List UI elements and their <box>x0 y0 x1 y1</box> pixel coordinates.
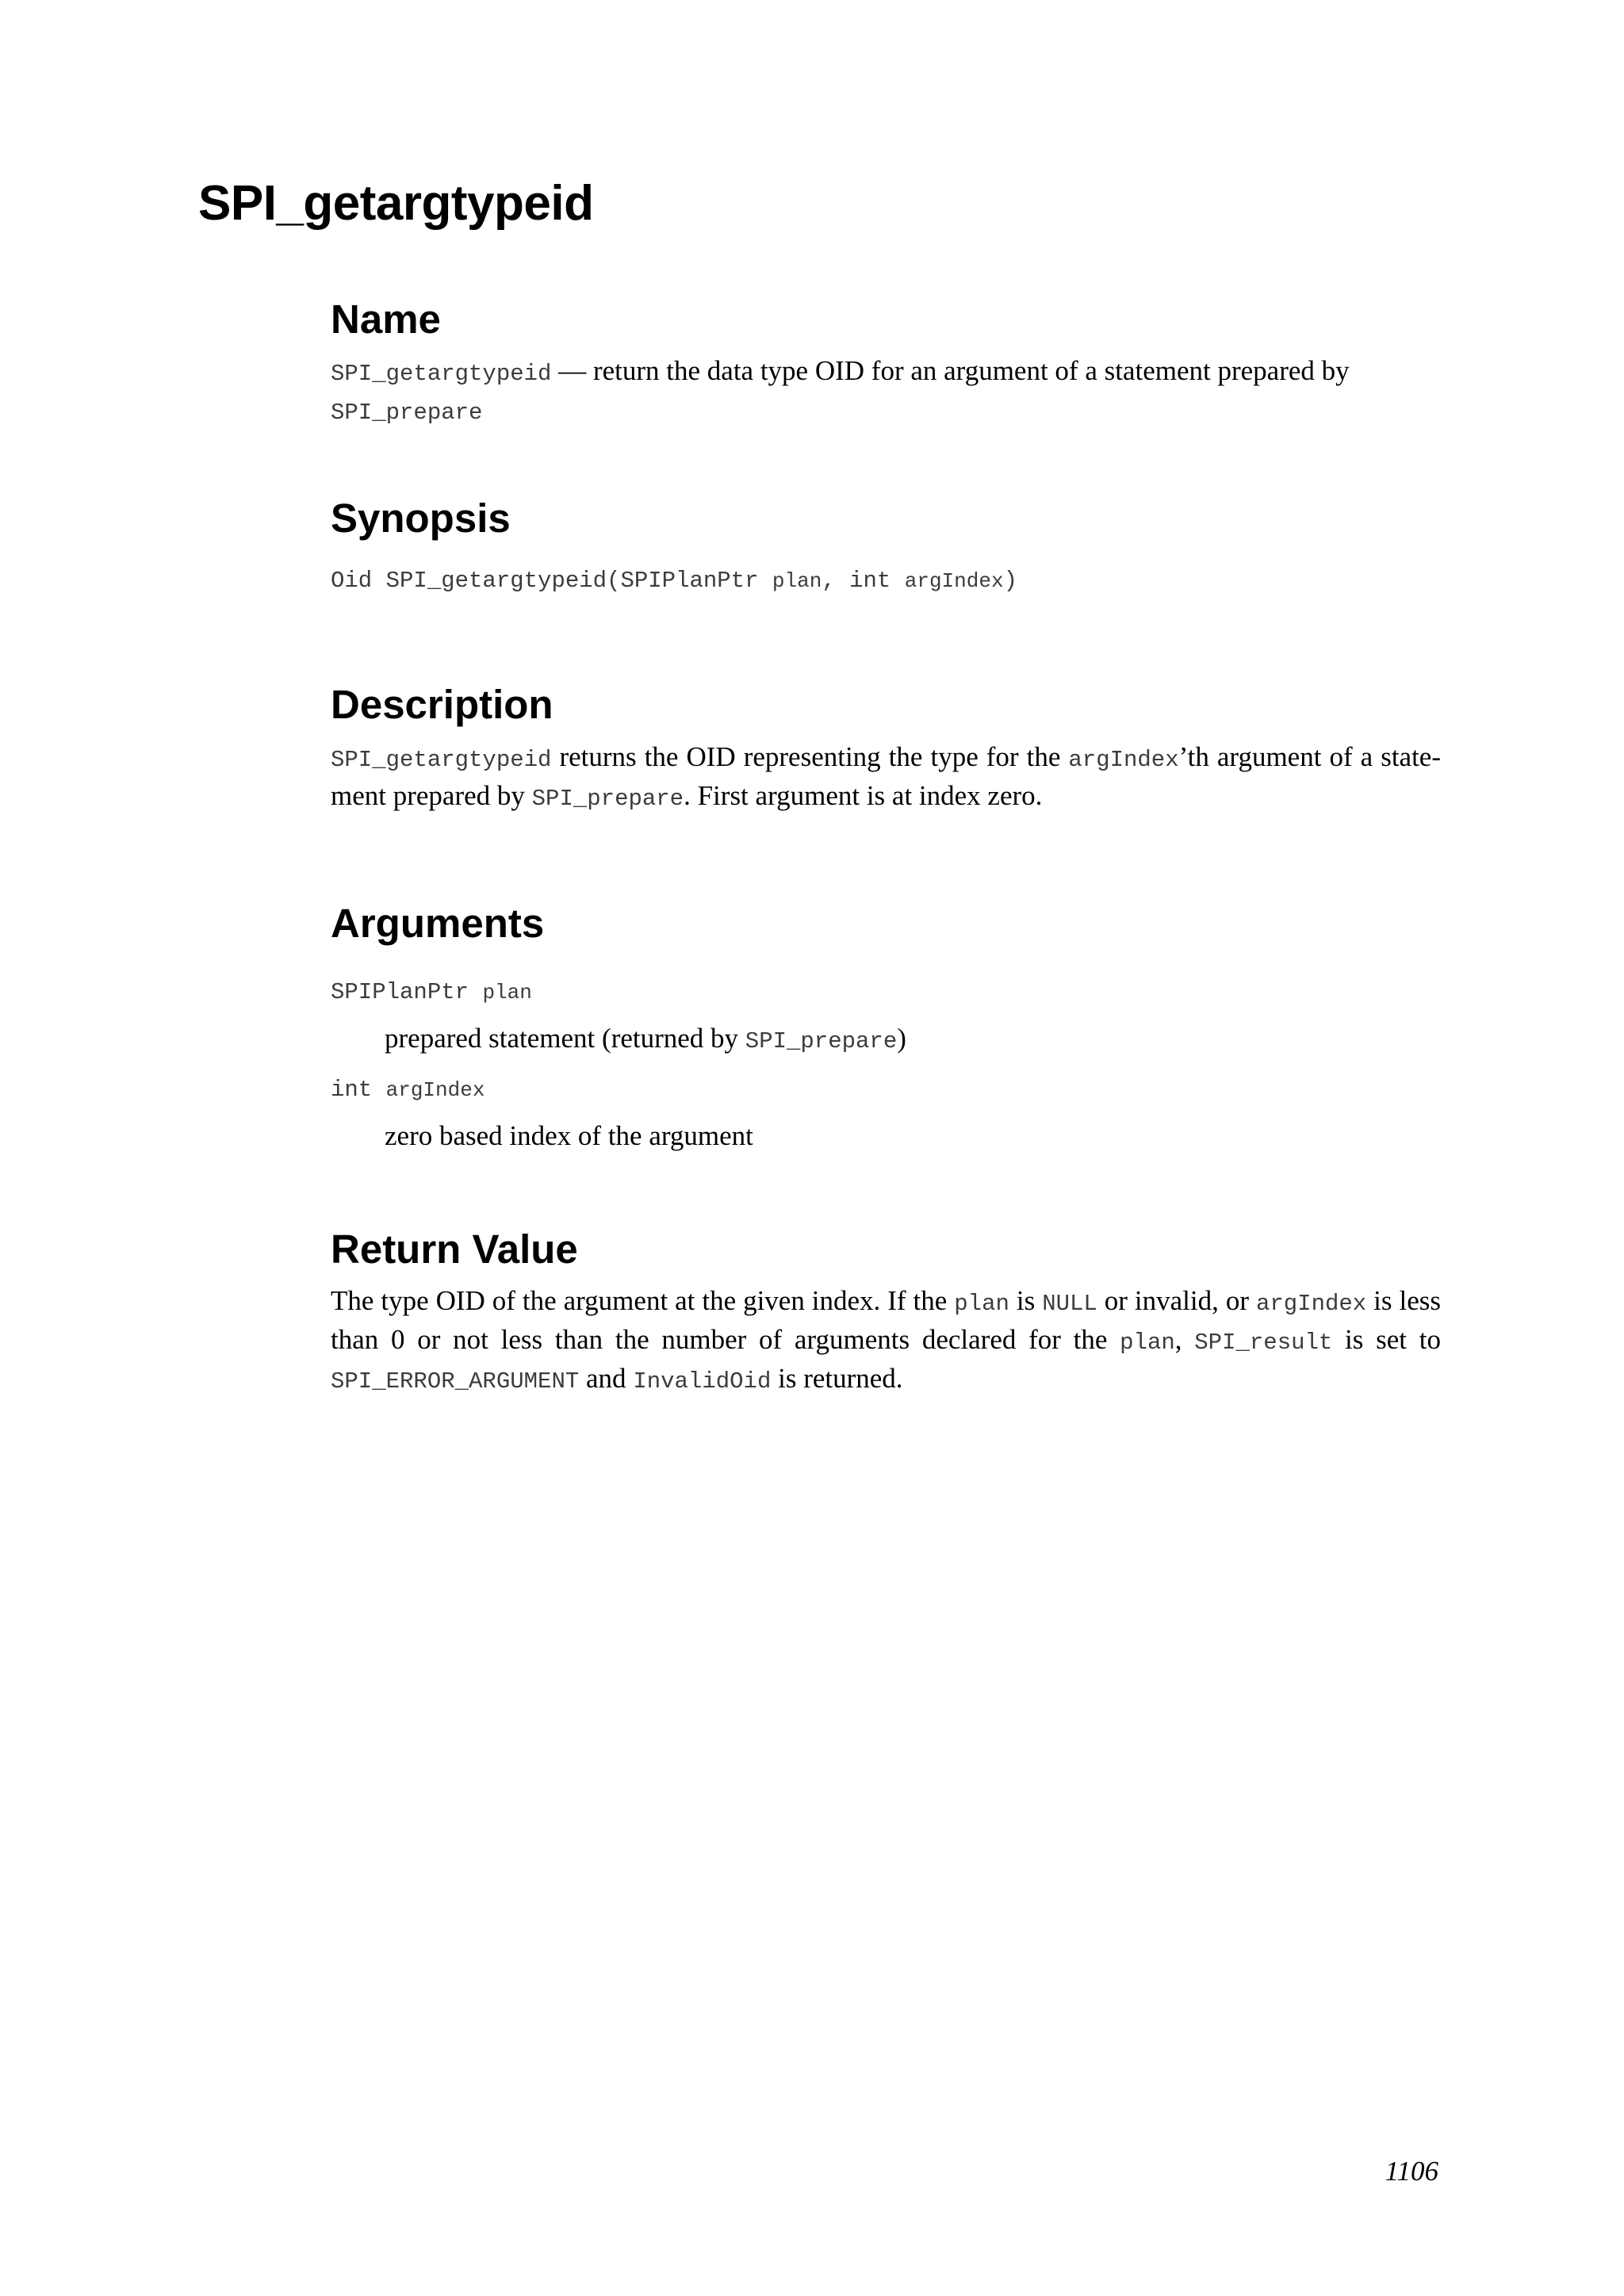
page-number: 1106 <box>1385 2156 1438 2187</box>
return-value-text: The type OID of the argument at the given index. If the plan is NULL or invalid, or argIndex is less than 0 or not less than the number of arguments declared for the plan, SPI_result is set to SPI_ERROR_ARGUMENT and InvalidOid is returned. <box>331 1284 1441 1395</box>
return-value-section <box>331 1225 1441 1399</box>
param-argindex: argIndex <box>904 569 1004 594</box>
arguments-heading: Arguments <box>331 900 545 946</box>
return-value-heading: Return Value <box>331 1226 578 1272</box>
argument-term: int argIndex <box>331 1076 485 1103</box>
name-section <box>331 295 1441 430</box>
description-heading: Description <box>331 682 553 728</box>
description-section <box>331 680 1441 816</box>
description-text: SPI_getargtypeid returns the OID representing the type for the argIndex’th argument of a state-ment prepared by SPI_prepare. First argument is at index zero. <box>331 740 1441 812</box>
param-plan: plan <box>772 569 822 594</box>
page-content <box>331 295 1441 1399</box>
synopsis-heading: Synopsis <box>331 496 511 541</box>
page-title: SPI_getargtypeid <box>198 176 594 231</box>
argument-description: prepared statement (returned by SPI_prepare) <box>385 1022 906 1054</box>
function-signature: Oid SPI_getargtypeid(SPIPlanPtr plan, int argIndex) <box>331 568 1017 595</box>
name-heading: Name <box>331 297 441 342</box>
argument-list <box>331 976 1441 1154</box>
synopsis-section <box>331 494 1441 599</box>
arguments-section <box>331 899 1441 1154</box>
spi-prepare-ref: SPI_prepare <box>331 400 483 427</box>
name-description: SPI_getargtypeid — return the data type OID for an argument of a statement prepared by SPI_prepare <box>331 355 1350 427</box>
function-name: SPI_getargtypeid <box>331 361 552 388</box>
argument-term: SPIPlanPtr plan <box>331 978 532 1005</box>
argument-description: zero based index of the argument <box>385 1119 753 1151</box>
